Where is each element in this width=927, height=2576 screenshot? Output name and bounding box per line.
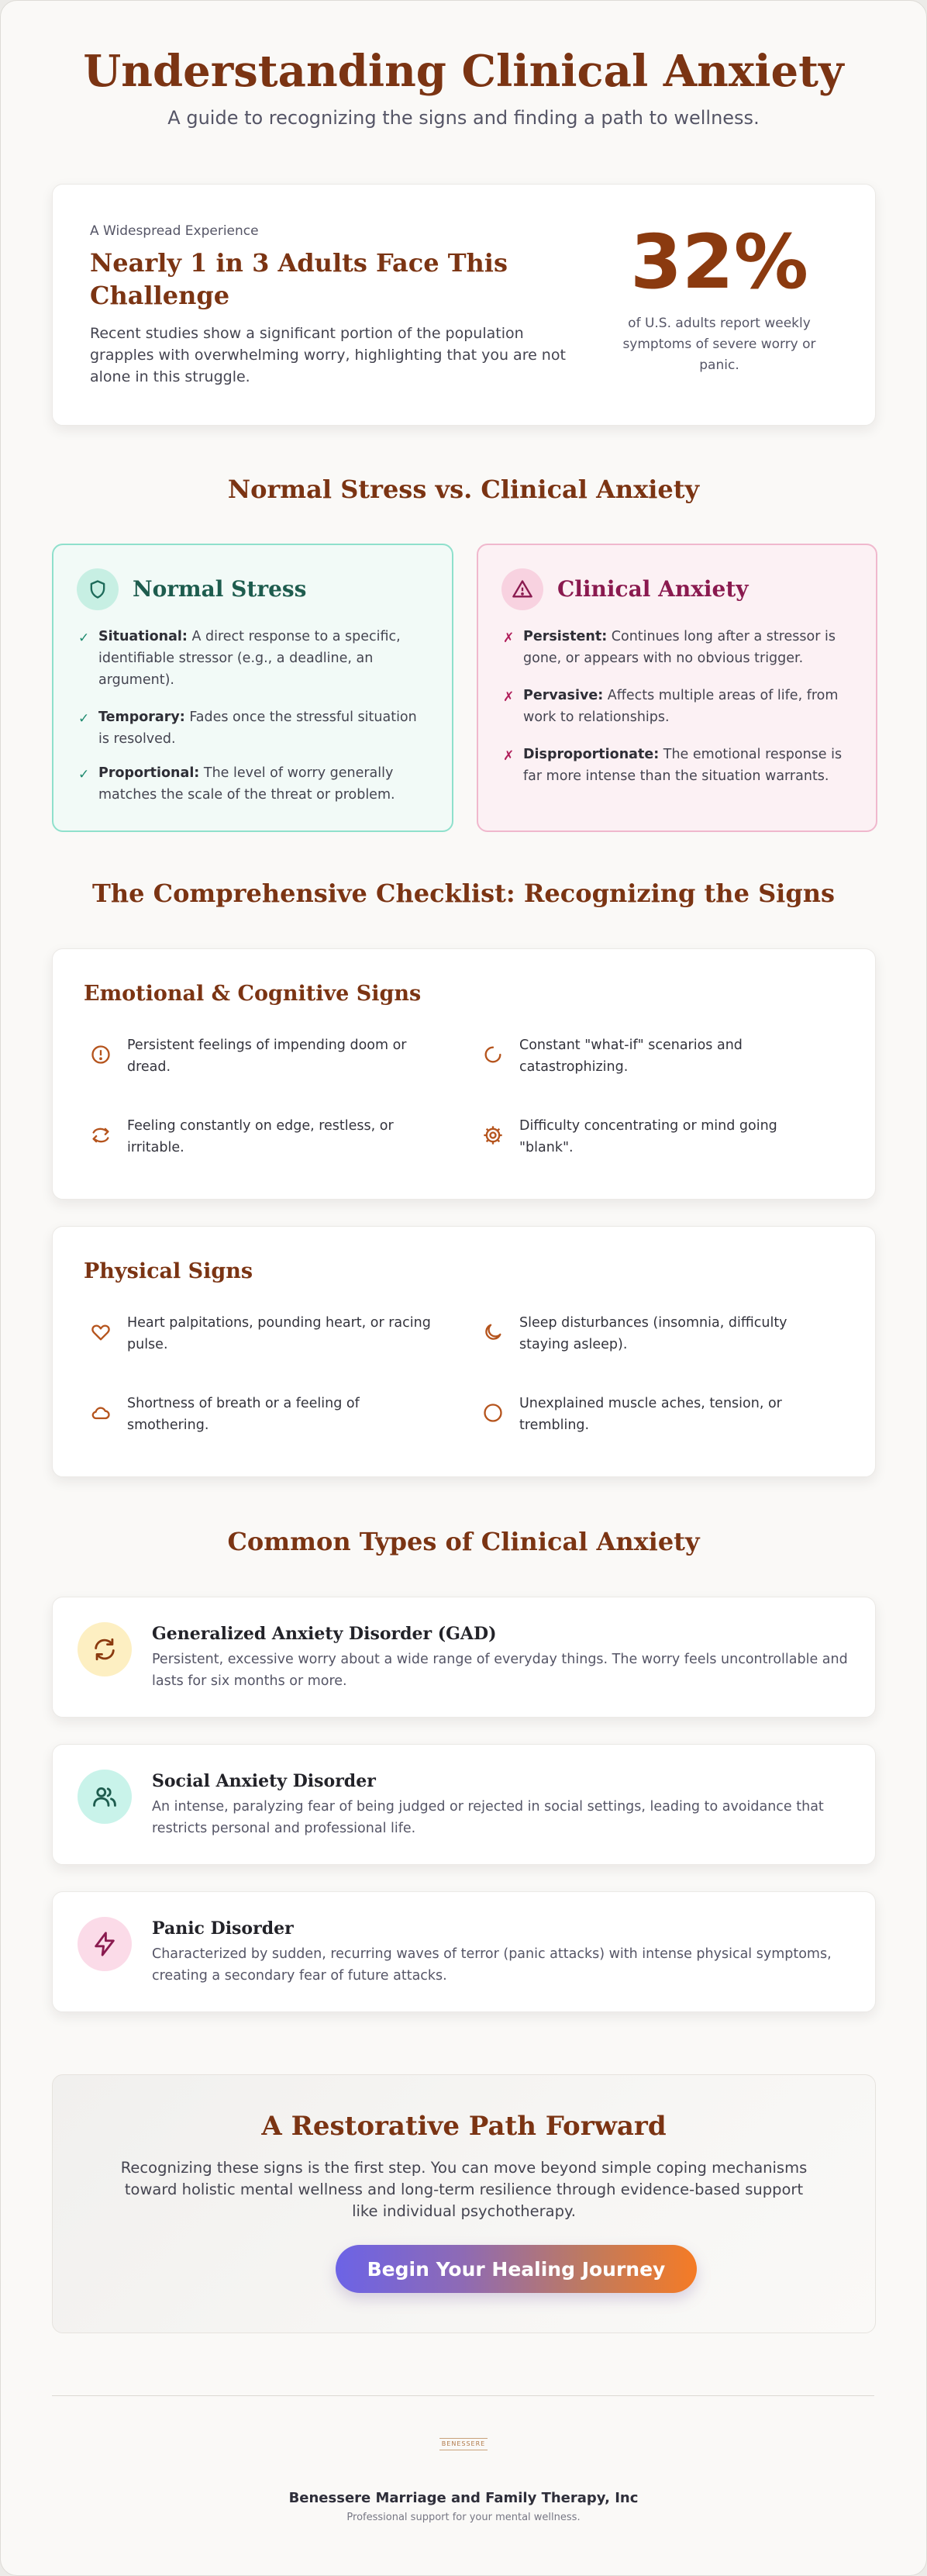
type-card-gad bbox=[52, 1597, 876, 1718]
stat-card bbox=[52, 184, 876, 426]
emotional-sign-1: Persistent feelings of impending doom or dread. bbox=[127, 1038, 407, 1075]
page-title: Understanding Clinical Anxiety bbox=[83, 46, 844, 97]
normal-stress-card bbox=[52, 544, 453, 832]
cta-heading: A Restorative Path Forward bbox=[261, 2111, 667, 2142]
users-icon bbox=[78, 1770, 132, 1824]
cta-body: Recognizing these signs is the first step. You can move beyond simple coping mechanisms toward holistic mental wellness and long-term resilience through evidence-based support like individual psychotherapy. bbox=[120, 2159, 808, 2220]
lightning-icon bbox=[78, 1917, 132, 1971]
refresh-icon bbox=[78, 1622, 132, 1676]
gear-icon bbox=[482, 1124, 504, 1146]
type-name-social: Social Anxiety Disorder bbox=[152, 1771, 376, 1791]
comparison-heading: Normal Stress vs. Clinical Anxiety bbox=[227, 475, 700, 504]
physical-sign-3: Shortness of breath or a feeling of smothering. bbox=[127, 1396, 360, 1433]
x-mark-icon: ✗ bbox=[503, 630, 515, 646]
begin-healing-journey-button[interactable]: Begin Your Healing Journey bbox=[336, 2245, 697, 2293]
type-desc-social: An intense, paralyzing fear of being judged or rejected in social settings, leading to avoidance that restricts personal and professional life. bbox=[152, 1799, 824, 1836]
physical-signs-card bbox=[52, 1226, 876, 1477]
physical-sign-2: Sleep disturbances (insomnia, difficulty staying asleep). bbox=[519, 1315, 787, 1352]
type-name-gad: Generalized Anxiety Disorder (GAD) bbox=[152, 1624, 497, 1644]
spinner-icon bbox=[482, 1044, 504, 1065]
emotional-signs-card bbox=[52, 948, 876, 1200]
check-icon: ✓ bbox=[78, 767, 90, 782]
clinical-anxiety-title: Clinical Anxiety bbox=[557, 576, 749, 602]
type-name-panic: Panic Disorder bbox=[152, 1918, 294, 1939]
stat-eyebrow: A Widespread Experience bbox=[90, 223, 259, 239]
moon-icon bbox=[482, 1321, 504, 1343]
heart-icon bbox=[90, 1321, 112, 1343]
stat-caption: of U.S. adults report weekly symptoms of severe worry or panic. bbox=[622, 316, 816, 373]
stat-body: Recent studies show a significant portion of the population grapples with overwhelming worry, highlighting that you are not alone in this struggle. bbox=[90, 325, 566, 385]
clinical-anxiety-card bbox=[477, 544, 877, 832]
normal-item-2: Temporary: Fades once the stressful situation is resolved. bbox=[98, 710, 417, 747]
emotional-signs-title: Emotional & Cognitive Signs bbox=[84, 982, 422, 1006]
type-desc-panic: Characterized by sudden, recurring waves of terror (panic attacks) with intense physical symptoms, creating a secondary fear of future attacks. bbox=[152, 1946, 832, 1984]
emotional-sign-4: Difficulty concentrating or mind going "blank". bbox=[519, 1118, 777, 1155]
shield-icon bbox=[77, 568, 119, 610]
emotional-sign-2: Constant "what-if" scenarios and catastrophizing. bbox=[519, 1038, 743, 1075]
arrows-swap-icon bbox=[90, 1124, 112, 1146]
footer-company-name: Benessere Marriage and Family Therapy, Inc bbox=[288, 2490, 639, 2506]
stat-big-number: 32% bbox=[630, 219, 808, 306]
footer-tagline: Professional support for your mental wellness. bbox=[346, 2512, 581, 2523]
footer-divider bbox=[52, 2395, 874, 2396]
cloud-icon bbox=[90, 1402, 112, 1424]
check-icon: ✓ bbox=[78, 630, 90, 646]
warning-triangle-icon bbox=[501, 568, 543, 610]
physical-sign-1: Heart palpitations, pounding heart, or racing pulse. bbox=[127, 1315, 431, 1352]
company-logo: BENESSERE bbox=[439, 2438, 488, 2450]
type-desc-gad: Persistent, excessive worry about a wide range of everyday things. The worry feels uncontrollable and lasts for six months or more. bbox=[152, 1652, 848, 1689]
normal-item-1: Situational: A direct response to a specific, identifiable stressor (e.g., a deadline, an argument). bbox=[98, 629, 401, 688]
page-subtitle: A guide to recognizing the signs and finding a path to wellness. bbox=[167, 107, 760, 129]
normal-item-3: Proportional: The level of worry generally matches the scale of the threat or problem. bbox=[98, 765, 395, 803]
x-mark-icon: ✗ bbox=[503, 689, 515, 705]
alert-circle-icon bbox=[90, 1044, 112, 1065]
check-icon: ✓ bbox=[78, 711, 90, 727]
types-heading: Common Types of Clinical Anxiety bbox=[227, 1527, 700, 1556]
checklist-heading: The Comprehensive Checklist: Recognizing the Signs bbox=[92, 879, 835, 908]
type-card-panic bbox=[52, 1891, 876, 2012]
physical-sign-4: Unexplained muscle aches, tension, or trembling. bbox=[519, 1396, 782, 1433]
clinical-item-3: Disproportionate: The emotional response is far more intense than the situation warrants. bbox=[523, 747, 843, 784]
emotional-sign-3: Feeling constantly on edge, restless, or irritable. bbox=[127, 1118, 394, 1155]
cta-section bbox=[52, 2074, 876, 2333]
normal-stress-title: Normal Stress bbox=[133, 576, 307, 602]
type-card-social bbox=[52, 1744, 876, 1865]
stat-heading: Nearly 1 in 3 Adults Face This Challenge bbox=[90, 248, 508, 310]
physical-signs-title: Physical Signs bbox=[84, 1259, 253, 1283]
clinical-item-1: Persistent: Continues long after a stressor is gone, or appears with no obvious trigger. bbox=[523, 629, 836, 666]
circle-icon bbox=[482, 1402, 504, 1424]
clinical-item-2: Pervasive: Affects multiple areas of life, from work to relationships. bbox=[523, 688, 839, 725]
x-mark-icon: ✗ bbox=[503, 748, 515, 764]
